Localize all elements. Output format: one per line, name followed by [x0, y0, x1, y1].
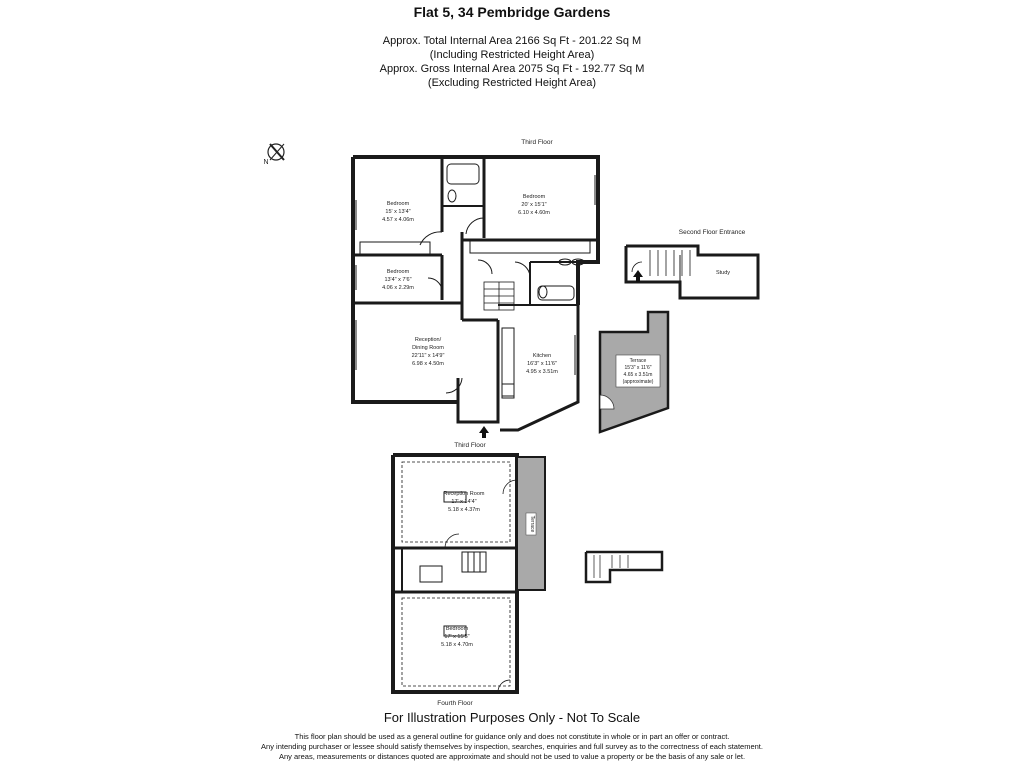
svg-text:Reception/: Reception/ [414, 337, 442, 343]
svg-text:Kitchen: Kitchen [532, 353, 552, 359]
second-floor-entrance-label: Second Floor Entrance [678, 229, 746, 236]
svg-text:5.18 x 4.70m: 5.18 x 4.70m [441, 642, 473, 648]
third-floor-label: Third Floor [521, 139, 553, 146]
svg-text:Bedroom: Bedroom [386, 269, 410, 275]
total-area-note: (Including Restricted Height Area) [429, 49, 595, 61]
svg-text:20' x 15'1": 20' x 15'1" [521, 202, 547, 208]
compass-north-label: N [263, 159, 269, 166]
svg-text:5.18 x 4.37m: 5.18 x 4.37m [448, 507, 480, 513]
room-bedroom-4 [441, 626, 473, 648]
svg-text:Terrace: Terrace [629, 358, 647, 364]
svg-text:Dining Room: Dining Room [412, 345, 444, 351]
svg-text:13'4" x 7'6": 13'4" x 7'6" [384, 277, 412, 283]
svg-text:16'3" x 11'6": 16'3" x 11'6" [527, 361, 557, 367]
disclaimer-line-3: Any areas, measurements or distances quoted are approximate and should not be used to value a property or be the basis of any sale or let. [278, 752, 746, 761]
svg-text:Bedroom: Bedroom [522, 194, 546, 200]
illustration-note: For Illustration Purposes Only - Not To Scale [383, 710, 641, 725]
fourth-floor-stair-plan [586, 552, 662, 582]
room-study: Study [715, 270, 731, 276]
entrance-arrow-icon [479, 426, 489, 438]
room-terrace-small: Terrace [529, 515, 535, 533]
compass-icon [263, 144, 284, 166]
svg-text:4.06 x 2.29m: 4.06 x 2.29m [382, 285, 414, 291]
gross-area-note: (Excluding Restricted Height Area) [427, 77, 597, 89]
room-bedroom-1 [382, 201, 414, 223]
plan-title: Flat 5, 34 Pembridge Gardens [413, 4, 611, 20]
svg-text:17' x 15'5": 17' x 15'5" [444, 634, 470, 640]
room-kitchen [526, 353, 558, 375]
svg-text:15' x 13'4": 15' x 13'4" [385, 209, 411, 215]
disclaimer-line-2: Any intending purchaser or lessee should satisfy themselves by inspection, searches, enquiries and full survey as to the correctness of each statement. [261, 742, 763, 751]
fourth-floor-label: Fourth Floor [437, 700, 473, 707]
third-floor-plan [353, 157, 598, 430]
svg-text:17' x 14'4": 17' x 14'4" [451, 499, 477, 505]
room-bedroom-2 [518, 194, 550, 216]
svg-text:15'3" x 11'6": 15'3" x 11'6" [624, 365, 652, 371]
svg-text:4.95 x 3.51m: 4.95 x 3.51m [526, 369, 558, 375]
third-floor-label-2: Third Floor [454, 442, 486, 449]
svg-text:Bedroom: Bedroom [386, 201, 410, 207]
svg-text:4.57 x 4.06m: 4.57 x 4.06m [382, 217, 414, 223]
svg-text:Bedroom: Bedroom [445, 626, 469, 632]
room-reception [412, 337, 445, 367]
svg-text:4.65 x 3.51m: 4.65 x 3.51m [623, 372, 653, 378]
disclaimer-line-1: This floor plan should be used as a general outline for guidance only and does not constitute in whole or in part an offer or contract. [294, 732, 730, 741]
second-floor-entry-arrow-icon [633, 270, 643, 282]
second-floor-entrance-plan [626, 246, 758, 298]
svg-text:(approximate): (approximate) [622, 379, 654, 385]
svg-text:6.98 x 4.50m: 6.98 x 4.50m [412, 361, 444, 367]
svg-text:6.10 x 4.60m: 6.10 x 4.60m [518, 210, 550, 216]
gross-area-line: Approx. Gross Internal Area 2075 Sq Ft - 192.77 Sq M [379, 63, 645, 75]
svg-text:22'11" x 14'9": 22'11" x 14'9" [411, 353, 445, 359]
svg-text:Reception Room: Reception Room [443, 491, 485, 497]
room-bedroom-3 [382, 269, 414, 291]
total-area-line: Approx. Total Internal Area 2166 Sq Ft - 201.22 Sq M [382, 35, 642, 47]
